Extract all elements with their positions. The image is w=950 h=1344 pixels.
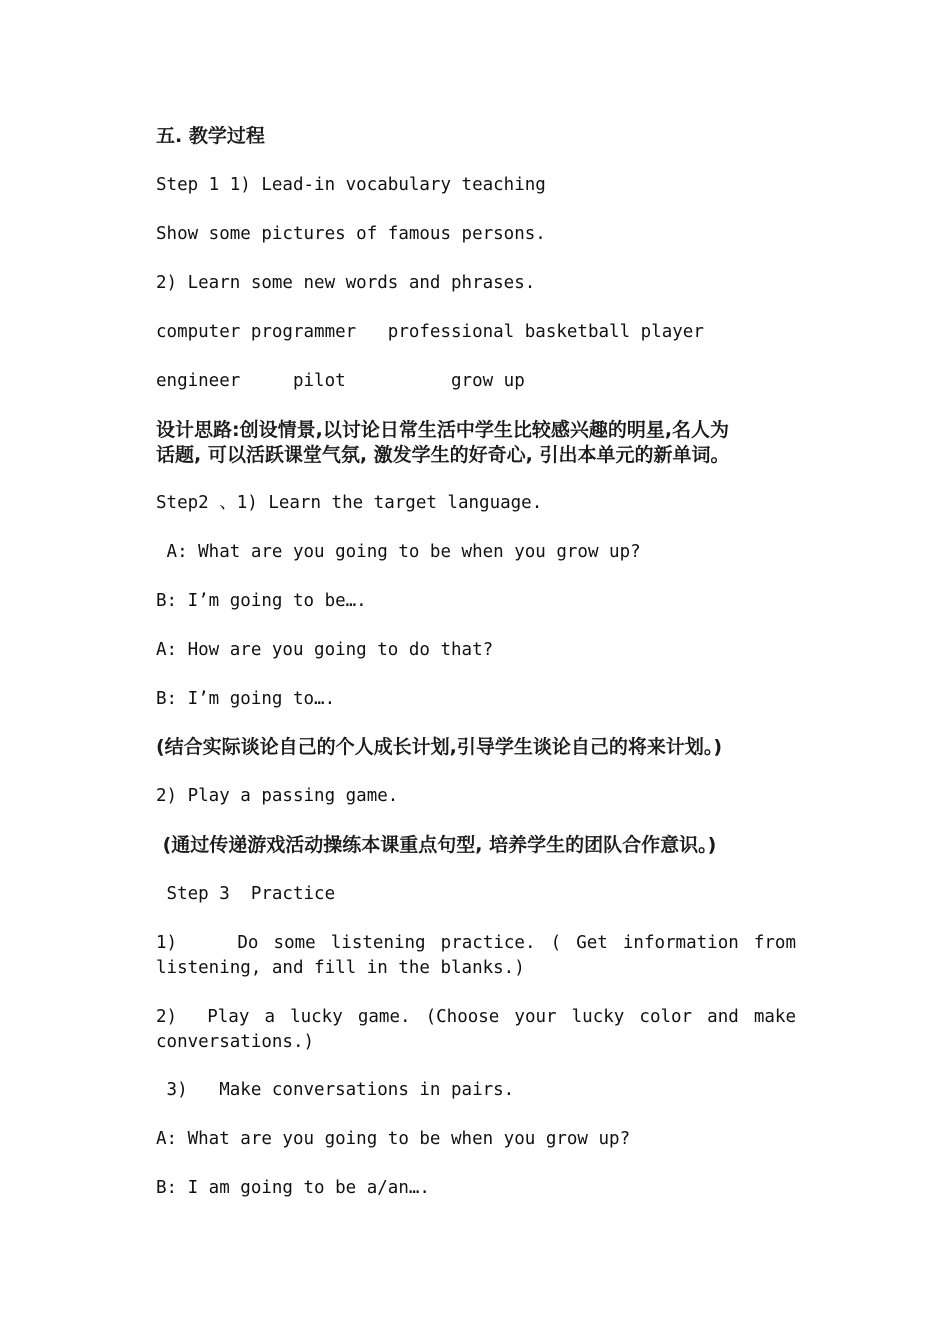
dialogue-line: B: I’m going to….	[156, 689, 336, 709]
step3-item-3: 3) Make conversations in pairs.	[156, 1080, 515, 1100]
section-heading: 五. 教学过程	[156, 125, 265, 147]
step3-title: Step 3 Practice	[156, 884, 336, 904]
design-note-line-1: 设计思路:创设情景,以讨论日常生活中学生比较感兴趣的明星,名人为	[156, 419, 730, 441]
step2-title: Step2 、1) Learn the target language.	[156, 493, 543, 513]
step2-note-2: (通过传递游戏活动操练本课重点句型, 培养学生的团队合作意识。)	[156, 834, 717, 856]
step3-item-2: 2) Play a lucky game. (Choose your lucky color and make conversations.)	[156, 1007, 807, 1052]
step2-note-1: (结合实际谈论自己的个人成长计划,引导学生谈论自己的将来计划。)	[156, 736, 723, 758]
step1-show-pictures: Show some pictures of famous persons.	[156, 224, 546, 244]
dialogue-line: B: I’m going to be….	[156, 591, 367, 611]
step1-title: Step 1 1) Lead-in vocabulary teaching	[156, 175, 546, 195]
dialogue-line: A: What are you going to be when you grow up?	[156, 1129, 631, 1149]
design-note-line-2: 话题, 可以活跃课堂气氛, 激发学生的好奇心, 引出本单元的新单词。	[156, 444, 730, 466]
dialogue-line: A: How are you going to do that?	[156, 640, 494, 660]
dialogue-line: A: What are you going to be when you grow up?	[156, 542, 641, 562]
step1-learn-words: 2) Learn some new words and phrases.	[156, 273, 536, 293]
vocab-row-1: computer programmer professional basketball player	[156, 322, 704, 342]
dialogue-line: B: I am going to be a/an….	[156, 1178, 430, 1198]
vocab-row-2: engineer pilot grow up	[156, 371, 525, 391]
step3-item-1: 1) Do some listening practice. ( Get information from listening, and fill in the blanks.)	[156, 933, 807, 978]
step2-passing-game: 2) Play a passing game.	[156, 786, 399, 806]
